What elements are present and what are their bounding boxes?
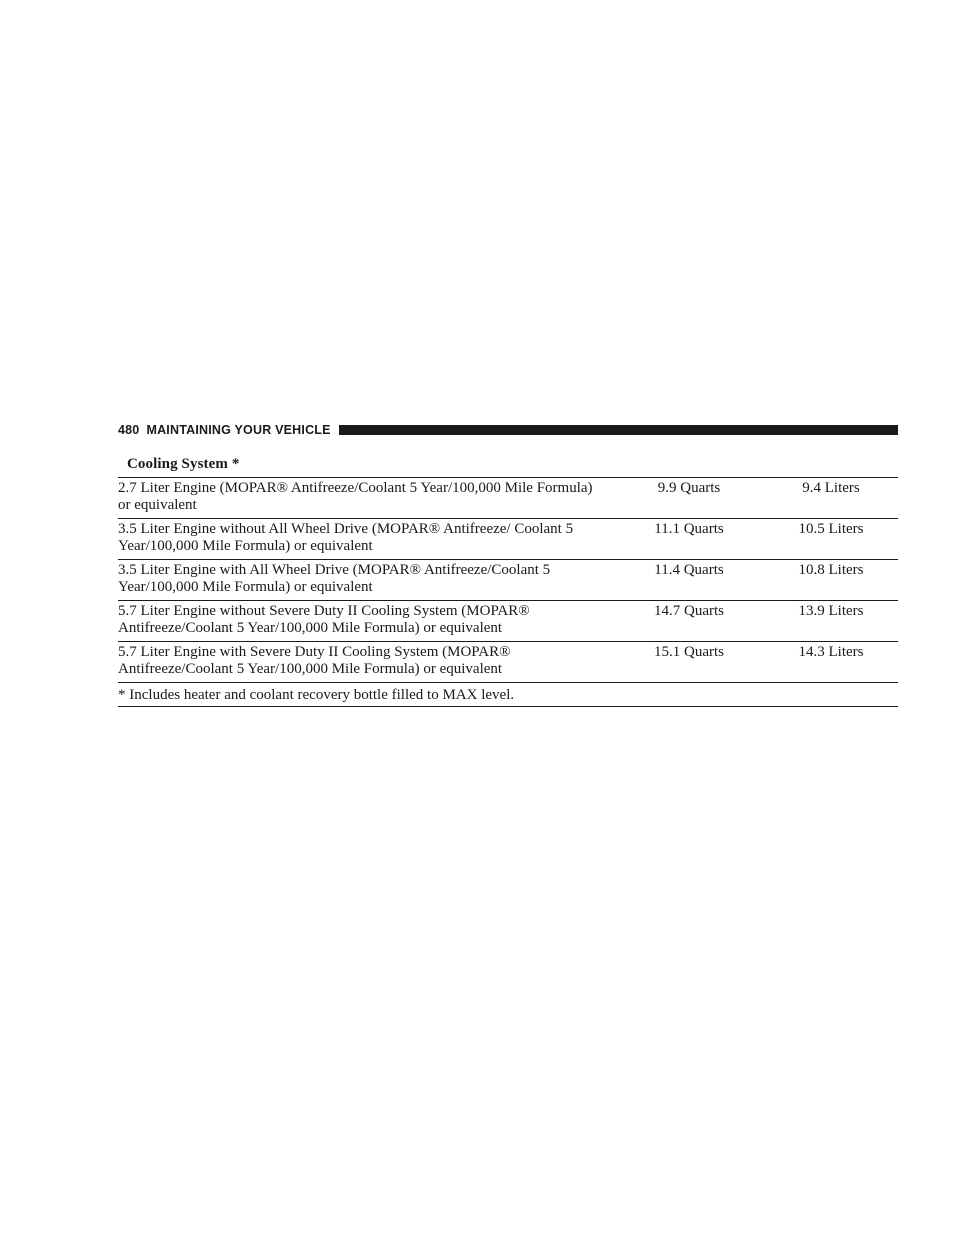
row-liters: 9.4 Liters bbox=[764, 478, 898, 519]
row-quarts: 14.7 Quarts bbox=[614, 601, 764, 642]
row-quarts: 11.1 Quarts bbox=[614, 519, 764, 560]
page-number: 480 bbox=[118, 423, 140, 437]
table-row bbox=[118, 478, 898, 519]
row-description: 5.7 Liter Engine with Severe Duty II Cooling System (MOPAR® Antifreeze/Coolant 5 Year/100,000 Mile Formula) or equivalent bbox=[118, 642, 614, 683]
row-quarts: 15.1 Quarts bbox=[614, 642, 764, 683]
cooling-system-table bbox=[118, 452, 898, 707]
row-liters: 14.3 Liters bbox=[764, 642, 898, 683]
row-description: 5.7 Liter Engine without Severe Duty II Cooling System (MOPAR® Antifreeze/Coolant 5 Year/100,000 Mile Formula) or equivalent bbox=[118, 601, 614, 642]
row-description: 2.7 Liter Engine (MOPAR® Antifreeze/Coolant 5 Year/100,000 Mile Formula) or equivalent bbox=[118, 478, 614, 519]
row-liters: 10.8 Liters bbox=[764, 560, 898, 601]
page-header bbox=[118, 421, 898, 439]
table-row bbox=[118, 601, 898, 642]
row-description: 3.5 Liter Engine without All Wheel Drive (MOPAR® Antifreeze/ Coolant 5 Year/100,000 Mile Formula) or equivalent bbox=[118, 519, 614, 560]
table-row bbox=[118, 519, 898, 560]
table-footnote: * Includes heater and coolant recovery bottle filled to MAX level. bbox=[118, 683, 898, 707]
row-quarts: 9.9 Quarts bbox=[614, 478, 764, 519]
row-liters: 13.9 Liters bbox=[764, 601, 898, 642]
header-rule bbox=[339, 425, 898, 435]
table-title: Cooling System * bbox=[118, 452, 898, 478]
table-title-row bbox=[118, 452, 898, 478]
table-row bbox=[118, 560, 898, 601]
table-footnote-row bbox=[118, 683, 898, 707]
table-row bbox=[118, 642, 898, 683]
row-description: 3.5 Liter Engine with All Wheel Drive (MOPAR® Antifreeze/Coolant 5 Year/100,000 Mile Formula) or equivalent bbox=[118, 560, 614, 601]
row-liters: 10.5 Liters bbox=[764, 519, 898, 560]
row-quarts: 11.4 Quarts bbox=[614, 560, 764, 601]
section-title: MAINTAINING YOUR VEHICLE bbox=[146, 423, 331, 437]
